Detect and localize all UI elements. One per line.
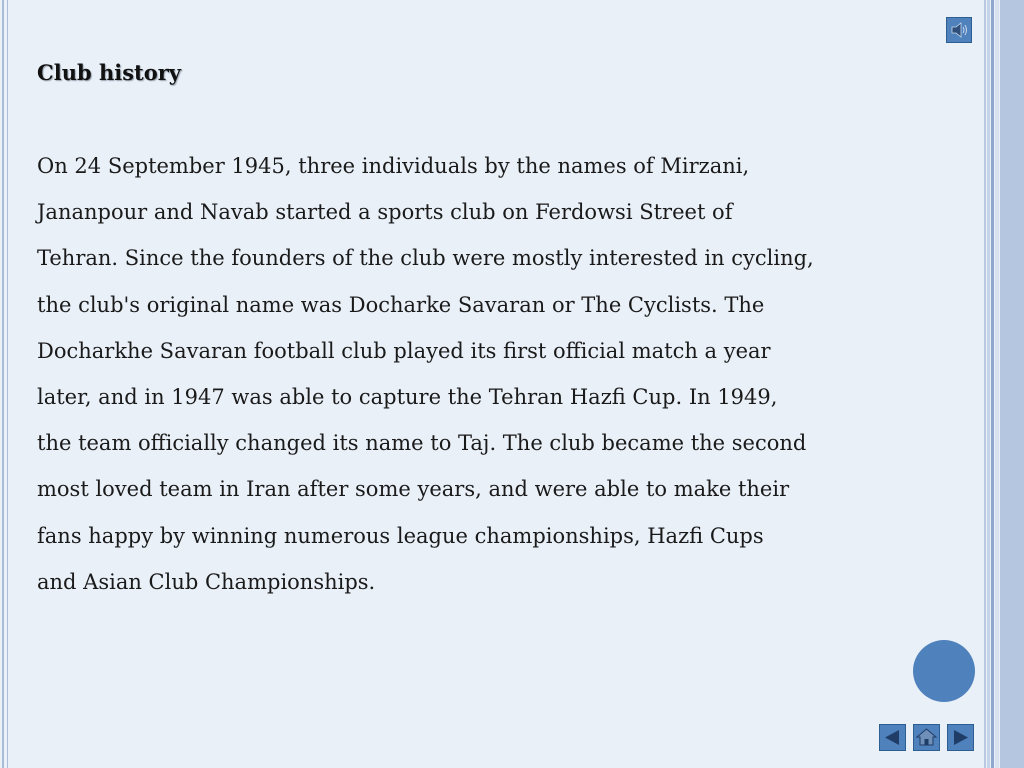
previous-slide-button[interactable] (879, 724, 906, 751)
history-paragraph (37, 143, 917, 605)
decorative-circle (913, 640, 975, 702)
left-border-line-thin (7, 0, 8, 768)
paragraph-line: Tehran. Since the founders of the club were mostly interested in cycling, (37, 246, 814, 271)
paragraph-line: Jananpour and Navab started a sports club on Ferdowsi Street of (37, 200, 733, 225)
paragraph-line: most loved team in Iran after some years, and were able to make their (37, 477, 790, 502)
paragraph-line: Docharkhe Savaran football club played its first official match a year (37, 338, 771, 363)
paragraph-line: the club's original name was Docharke Savaran or The Cyclists. The (37, 292, 765, 317)
paragraph-line: the team officially changed its name to Taj. The club became the second (37, 431, 807, 456)
home-button[interactable] (913, 724, 940, 751)
speaker-icon (947, 18, 971, 42)
left-border-line (2, 0, 4, 768)
paragraph-line: On 24 September 1945, three individuals by the names of Mirzani, (37, 154, 750, 178)
paragraph-line: and Asian Club Championships. (37, 569, 376, 594)
next-slide-button[interactable] (947, 724, 974, 751)
slide-title: Club history (37, 60, 181, 85)
sound-button[interactable] (946, 17, 972, 43)
arrow-right-icon (948, 725, 973, 750)
arrow-left-icon (880, 725, 905, 750)
right-border-stripes (984, 0, 1024, 768)
paragraph-line: fans happy by winning numerous league championships, Hazfi Cups (37, 523, 764, 548)
home-icon (914, 725, 939, 750)
paragraph-line: later, and in 1947 was able to capture the Tehran Hazfi Cup. In 1949, (37, 385, 778, 410)
